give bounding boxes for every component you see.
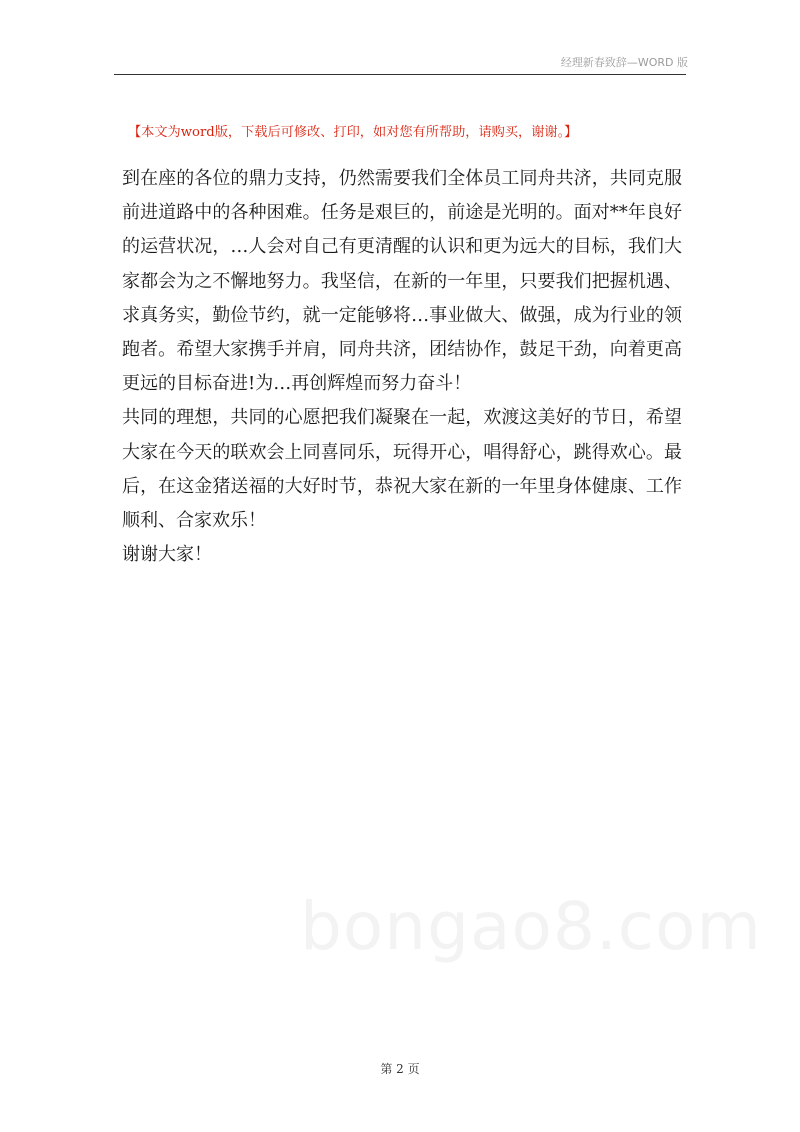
document-body: [122, 162, 682, 572]
download-notice: 【本文为word版，下载后可修改、打印，如对您有所帮助，请购买，谢谢。】: [128, 125, 578, 140]
body-paragraph-3: 谢谢大家！: [122, 544, 212, 566]
watermark: [300, 888, 762, 965]
page-number: 第 2 页: [380, 1062, 420, 1076]
body-paragraph-1: 到在座的各位的鼎力支持，仍然需要我们全体员工同舟共济，共同克服前进道路中的各种困难。任务是艰巨的，前途是光明的。面对**年良好的运营状况，…人会对自己有更清醒的认识和更为远大的目标，我们大家都会为之不懈地努力。我坚信，在新的一年里，只要我们把握机遇、求真务实，勤俭节约，就一定能够将…事业做大、做强，成为行业的领跑者。希望大家携手并肩，同舟共济，团结协作，鼓足干劲，向着更高更远的目标奋进!为…再创辉煌而努力奋斗！: [122, 168, 682, 395]
header-divider: [114, 74, 686, 75]
document-header-title: 经理新春致辞—WORD 版: [560, 56, 688, 69]
body-paragraph-2: 共同的理想，共同的心愿把我们凝聚在一起，欢渡这美好的节日，希望大家在今天的联欢会上同喜同乐，玩得开心，唱得舒心，跳得欢心。最后，在这金猪送福的大好时节，恭祝大家在新的一年里身体健康、工作顺利、合家欢乐！: [122, 407, 682, 532]
